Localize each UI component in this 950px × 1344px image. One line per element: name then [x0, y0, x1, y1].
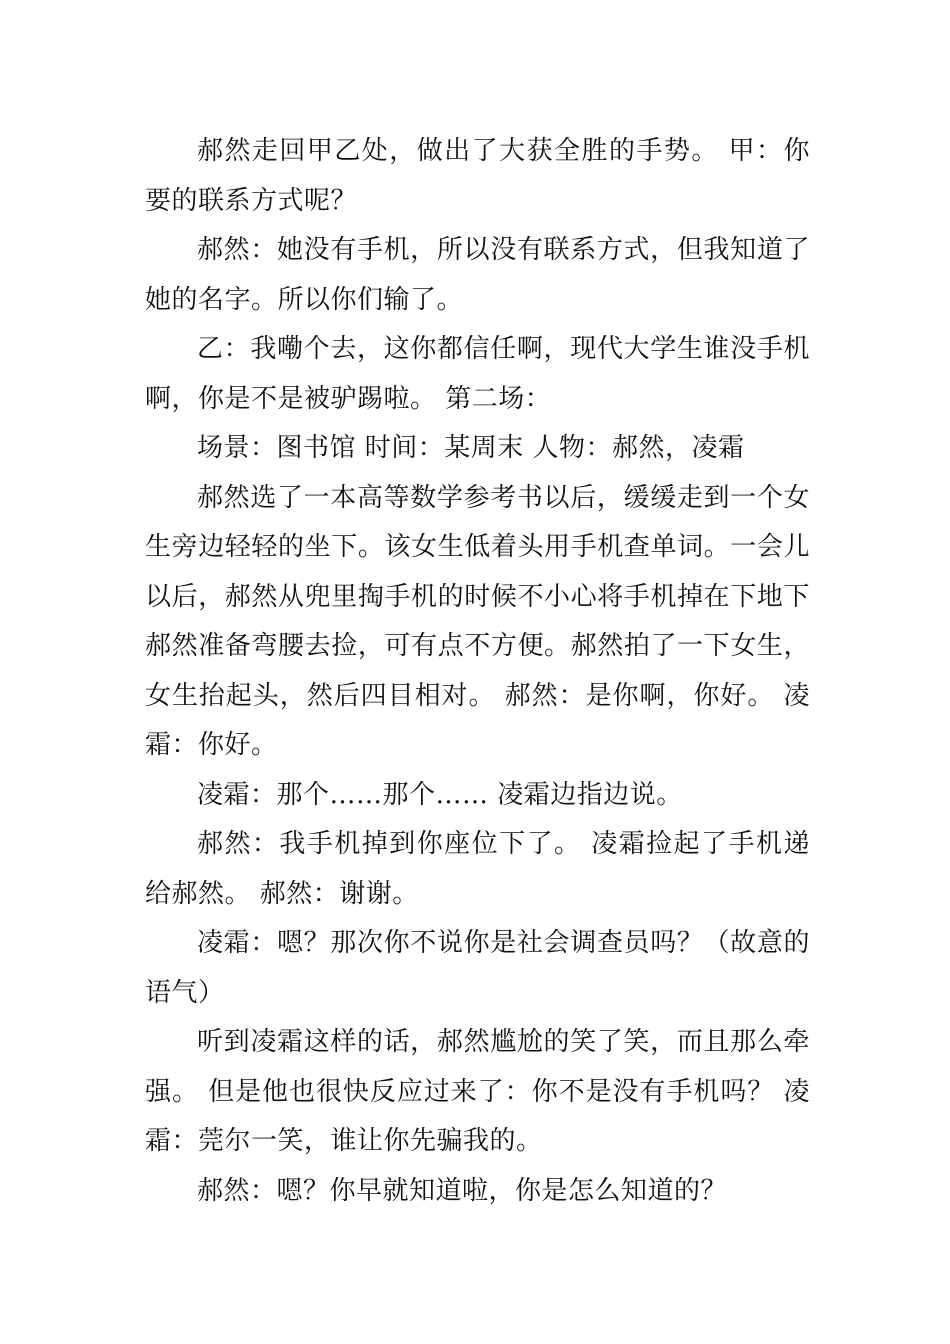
paragraph-8: 凌霜：嗯？那次你不说你是社会调查员吗？（故意的语气）	[145, 928, 810, 1008]
paragraph-3: 乙：我嘞个去，这你都信任啊，现代大学生谁没手机啊，你是不是被驴踢啦。 第二场：	[145, 334, 810, 414]
paragraph-7: 郝然：我手机掉到你座位下了。 凌霜捡起了手机递给郝然。 郝然：谢谢。	[145, 829, 810, 909]
document-body	[145, 127, 810, 1216]
paragraph-6: 凌霜：那个……那个…… 凌霜边指边说。	[197, 779, 683, 810]
paragraph-10: 郝然：嗯？你早就知道啦，你是怎么知道的？	[197, 1175, 728, 1206]
paragraph-4: 场景：图书馆 时间：某周末 人物：郝然，凌霜	[197, 433, 745, 463]
paragraph-9: 听到凌霜这样的话，郝然尴尬的笑了笑，而且那么牵强。 但是他也很快反应过来了：你不是没有手机吗？ 凌霜：莞尔一笑，谁让你先骗我的。	[145, 1027, 810, 1156]
paragraph-2: 郝然：她没有手机，所以没有联系方式，但我知道了她的名字。所以你们输了。	[145, 235, 810, 315]
paragraph-5: 郝然选了一本高等数学参考书以后，缓缓走到一个女生旁边轻轻的坐下。该女生低着头用手机查单词。一会儿以后，郝然从兜里掏手机的时候不小心将手机掉在下地下郝然准备弯腰去捡，可有点不方便。郝然拍了一下女生，女生抬起头，然后四目相对。 郝然：是你啊，你好。 凌霜：你好。	[145, 482, 810, 760]
paragraph-1: 郝然走回甲乙处，做出了大获全胜的手势。 甲：你要的联系方式呢？	[145, 136, 810, 216]
